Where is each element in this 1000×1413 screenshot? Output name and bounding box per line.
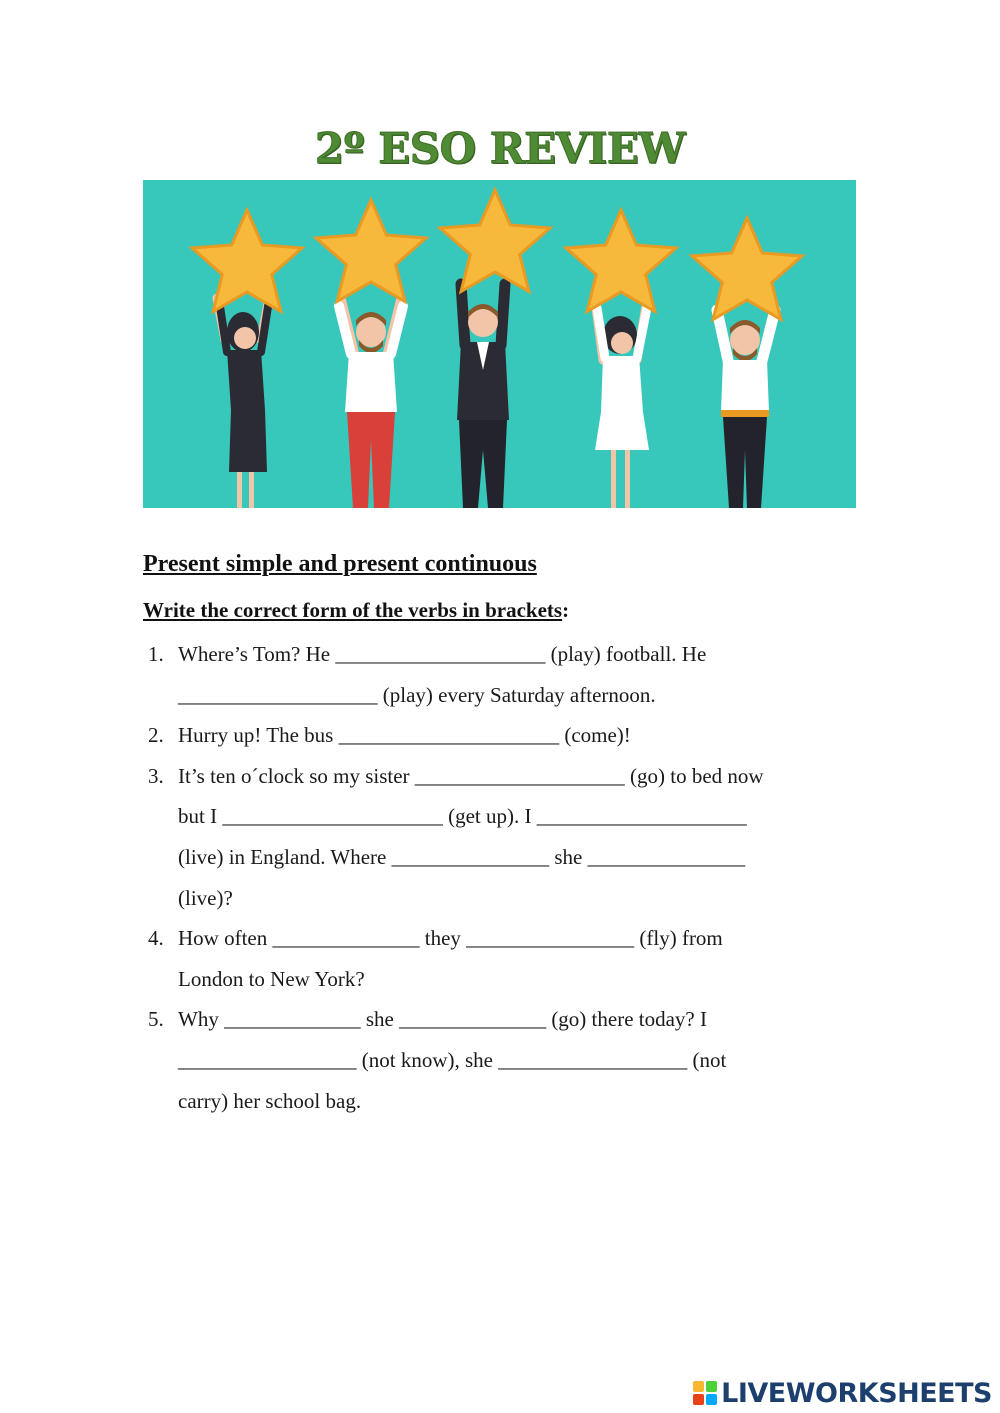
logo-square (706, 1394, 717, 1405)
exercise-item (143, 634, 863, 715)
item-line: Why _____________ she ______________ (go) there today? I (178, 1007, 707, 1032)
liveworksheets-logo-icon (693, 1381, 717, 1405)
exercise-item (143, 715, 863, 756)
item-line: It’s ten o´clock so my sister ____________________ (go) to bed now (178, 763, 764, 788)
item-line: _________________ (not know), she __________________ (not (178, 1047, 727, 1072)
item-number: 3. (148, 763, 164, 788)
worksheet-title: 2º ESO REVIEW (314, 124, 686, 173)
person-man-white-shirt (717, 310, 775, 508)
exercise-item (143, 756, 863, 918)
people-holding-stars-illustration (143, 180, 856, 508)
person-man-red-trousers (339, 298, 403, 508)
person-man-black-suit (457, 284, 509, 508)
exercise-item (143, 999, 863, 1121)
item-line: (live) in England. Where _______________ she _______________ (178, 844, 746, 869)
item-line: Hurry up! The bus _____________________ (come)! (178, 723, 631, 748)
item-number: 2. (148, 723, 164, 748)
star-icon (192, 210, 302, 312)
banner-illustration (143, 180, 856, 508)
star-icon (440, 190, 550, 292)
item-number: 1. (148, 642, 164, 666)
exercise-instruction (143, 598, 569, 623)
watermark-text: LIVEWORKSHEETS (721, 1377, 992, 1409)
logo-square (706, 1381, 717, 1392)
item-line: Where’s Tom? He ____________________ (play) football. He (178, 642, 707, 666)
liveworksheets-watermark (693, 1378, 992, 1408)
person-woman-black-dress (217, 298, 269, 508)
item-line: ___________________ (play) every Saturday afternoon. (178, 682, 656, 707)
item-line: carry) her school bag. (178, 1088, 362, 1113)
logo-square (693, 1394, 704, 1405)
item-line: London to New York? (178, 966, 365, 991)
item-number: 5. (148, 1007, 164, 1032)
item-line: How often ______________ they ________________ (fly) from (178, 926, 723, 951)
item-line: but I _____________________ (get up). I ____________________ (178, 804, 747, 829)
logo-square (693, 1381, 704, 1392)
instruction-colon: : (562, 598, 570, 622)
exercise-list (143, 634, 863, 1121)
star-icon (316, 200, 426, 302)
section-heading: Present simple and present continuous (143, 551, 537, 577)
item-line: (live)? (178, 885, 233, 910)
exercise-item (143, 918, 863, 999)
item-number: 4. (148, 926, 164, 951)
star-icon (566, 210, 676, 312)
star-icon (692, 218, 802, 320)
person-woman-white-dress (595, 300, 649, 508)
instruction-text: Write the correct form of the verbs in brackets (143, 598, 563, 622)
